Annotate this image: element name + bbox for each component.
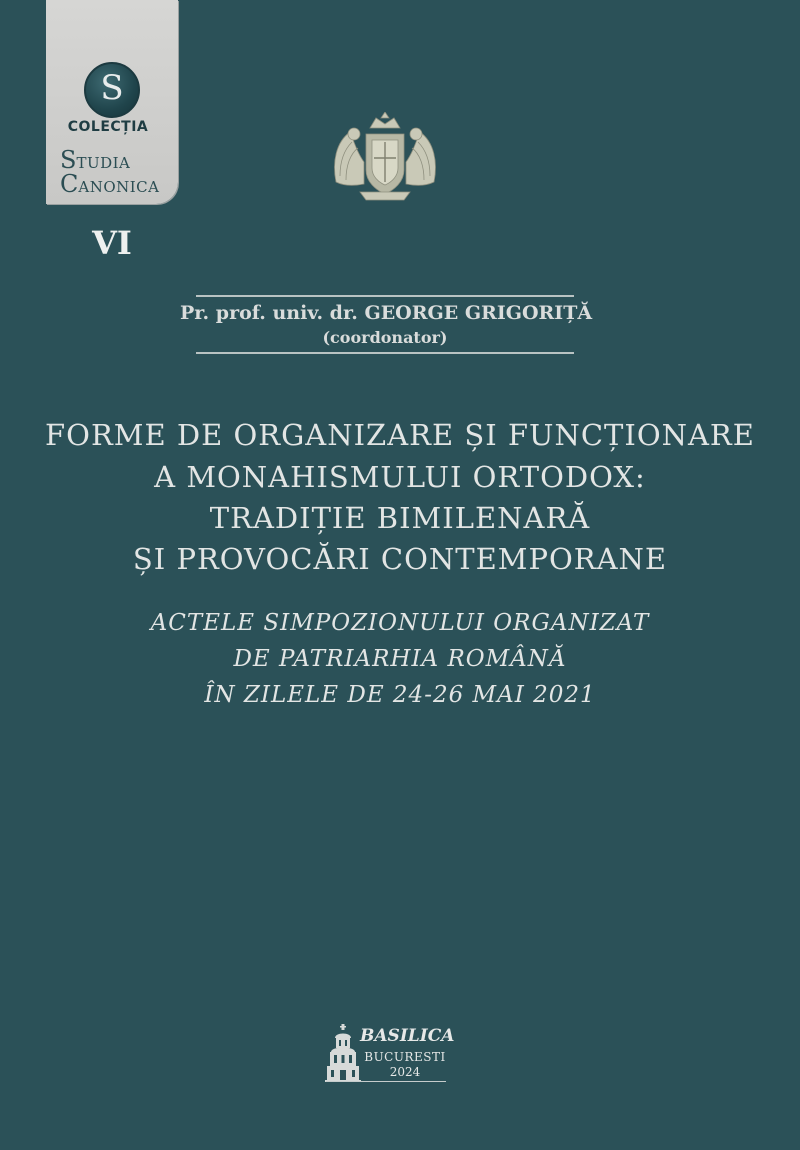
title-line-3: TRADIȚIE BIMILENARĂ	[209, 501, 591, 535]
collection-label: COLECȚIA	[67, 119, 149, 135]
collection-logo-letters: S	[100, 68, 124, 108]
series-name-line1: STUDIA	[60, 146, 131, 174]
author-name: Pr. prof. univ. dr. GEORGE GRIGORIȚĂ	[180, 302, 593, 324]
volume-number: VI	[92, 224, 132, 262]
publisher-city: BUCURESTI	[364, 1050, 446, 1064]
basilica-church-icon	[325, 1024, 361, 1082]
title-line-2: A MONAHISMULUI ORTODOX:	[154, 460, 646, 494]
publisher-name: BASILICA	[360, 1026, 455, 1046]
title-line-1: FORME DE ORGANIZARE ȘI FUNCȚIONARE	[45, 418, 755, 452]
collection-logo-icon	[84, 62, 140, 118]
subtitle-line-3: ÎN ZILELE DE 24-26 MAI 2021	[204, 682, 596, 708]
author-bottom-rule	[196, 352, 574, 354]
patriarchate-crest-icon	[330, 112, 440, 204]
author-role: (coordonator)	[322, 328, 448, 347]
series-name-line2: CANONICA	[60, 170, 160, 198]
title-line-4: ȘI PROVOCĂRI CONTEMPORANE	[132, 542, 668, 576]
publication-year: 2024	[389, 1065, 421, 1079]
subtitle-line-1: ACTELE SIMPOZIONULUI ORGANIZAT	[150, 610, 650, 636]
subtitle-line-2: DE PATRIARHIA ROMÂNĂ	[233, 646, 567, 672]
author-top-rule	[196, 295, 574, 297]
publisher-rule	[326, 1081, 446, 1082]
collection-tab	[46, 0, 178, 204]
